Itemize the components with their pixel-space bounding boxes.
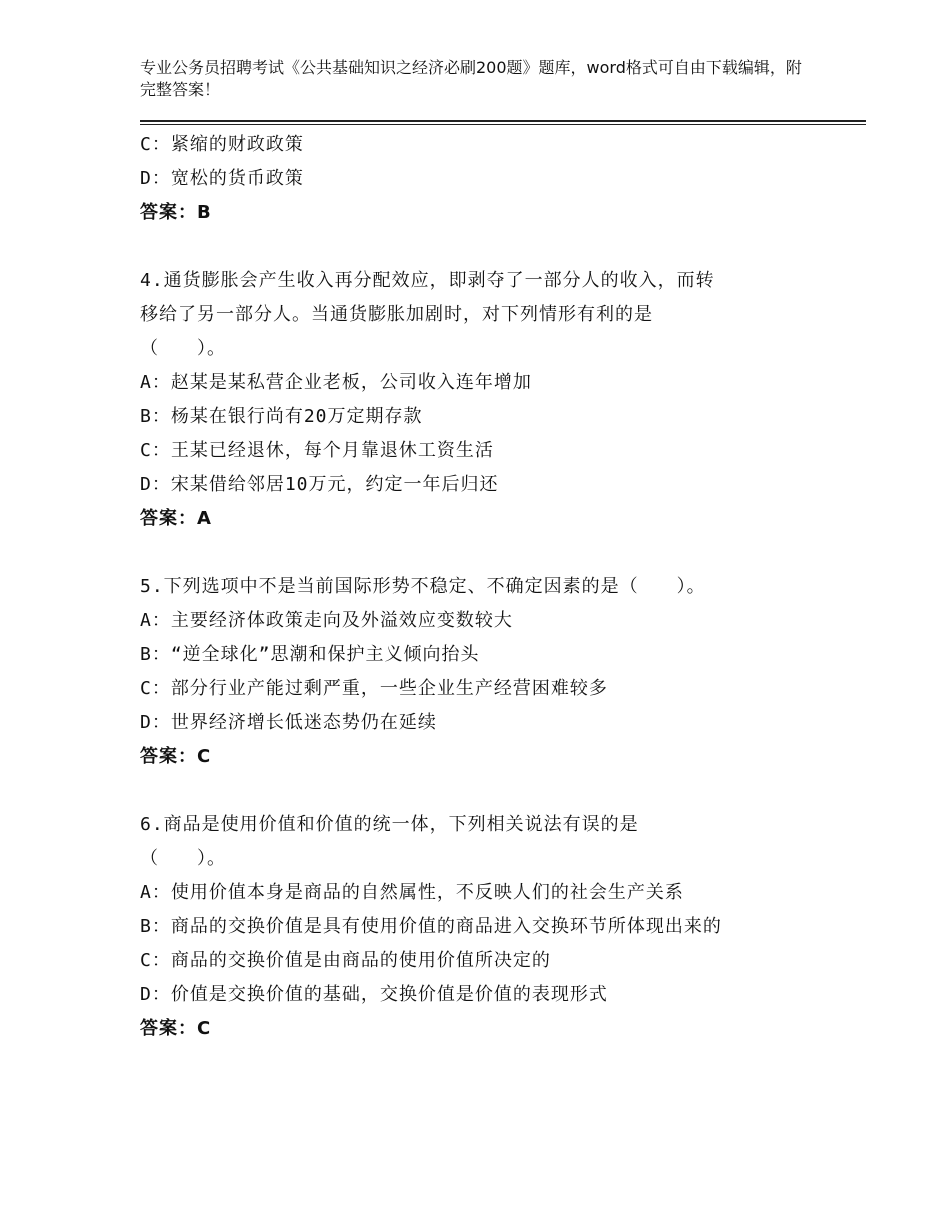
document-body xyxy=(140,128,840,1046)
option-d: D：宋某借给邻居10万元，约定一年后归还 xyxy=(140,474,499,495)
option-d: D：价值是交换价值的基础，交换价值是价值的表现形式 xyxy=(140,984,608,1005)
spacer xyxy=(140,774,840,808)
header-rule-thick xyxy=(140,120,866,122)
document-header: 专业公务员招聘考试《公共基础知识之经济必刷200题》题库，word格式可自由下载编辑，附完整答案！ xyxy=(140,58,802,99)
question-4 xyxy=(140,264,840,536)
answer-line: 答案：A xyxy=(140,508,212,529)
question-stem-line: 移给了另一部分人。当通货膨胀加剧时，对下列情形有利的是 xyxy=(140,304,653,325)
question-5 xyxy=(140,570,840,774)
option-c: C：王某已经退休，每个月靠退休工资生活 xyxy=(140,440,494,461)
option-d: D：宽松的货币政策 xyxy=(140,168,304,189)
header-rule-thin xyxy=(140,124,866,125)
option-b: B：杨某在银行尚有20万定期存款 xyxy=(140,406,423,427)
option-c: C：部分行业产能过剩严重，一些企业生产经营困难较多 xyxy=(140,678,608,699)
answer-line: 答案：B xyxy=(140,202,212,223)
spacer xyxy=(140,536,840,570)
option-a: A：主要经济体政策走向及外溢效应变数较大 xyxy=(140,610,513,631)
answer-line: 答案：C xyxy=(140,746,212,767)
spacer xyxy=(140,230,840,264)
option-b: B：“逆全球化”思潮和保护主义倾向抬头 xyxy=(140,644,480,665)
question-stem-line: 5.下列选项中不是当前国际形势不稳定、不确定因素的是（ ）。 xyxy=(140,576,706,597)
question-stem-line: 4.通货膨胀会产生收入再分配效应，即剥夺了一部分人的收入，而转 xyxy=(140,270,715,291)
question-stem-line: （ ）。 xyxy=(140,338,226,359)
option-a: A：使用价值本身是商品的自然属性，不反映人们的社会生产关系 xyxy=(140,882,684,903)
option-c: C：紧缩的财政政策 xyxy=(140,134,304,155)
question-6 xyxy=(140,808,840,1046)
option-c: C：商品的交换价值是由商品的使用价值所决定的 xyxy=(140,950,551,971)
question-stem-line: （ ）。 xyxy=(140,848,226,869)
answer-line: 答案：C xyxy=(140,1018,212,1039)
option-a: A：赵某是某私营企业老板，公司收入连年增加 xyxy=(140,372,532,393)
previous-question-tail xyxy=(140,128,840,230)
question-stem-line: 6.商品是使用价值和价值的统一体，下列相关说法有误的是 xyxy=(140,814,639,835)
option-d: D：世界经济增长低迷态势仍在延续 xyxy=(140,712,437,733)
option-b: B：商品的交换价值是具有使用价值的商品进入交换环节所体现出来的 xyxy=(140,916,722,937)
